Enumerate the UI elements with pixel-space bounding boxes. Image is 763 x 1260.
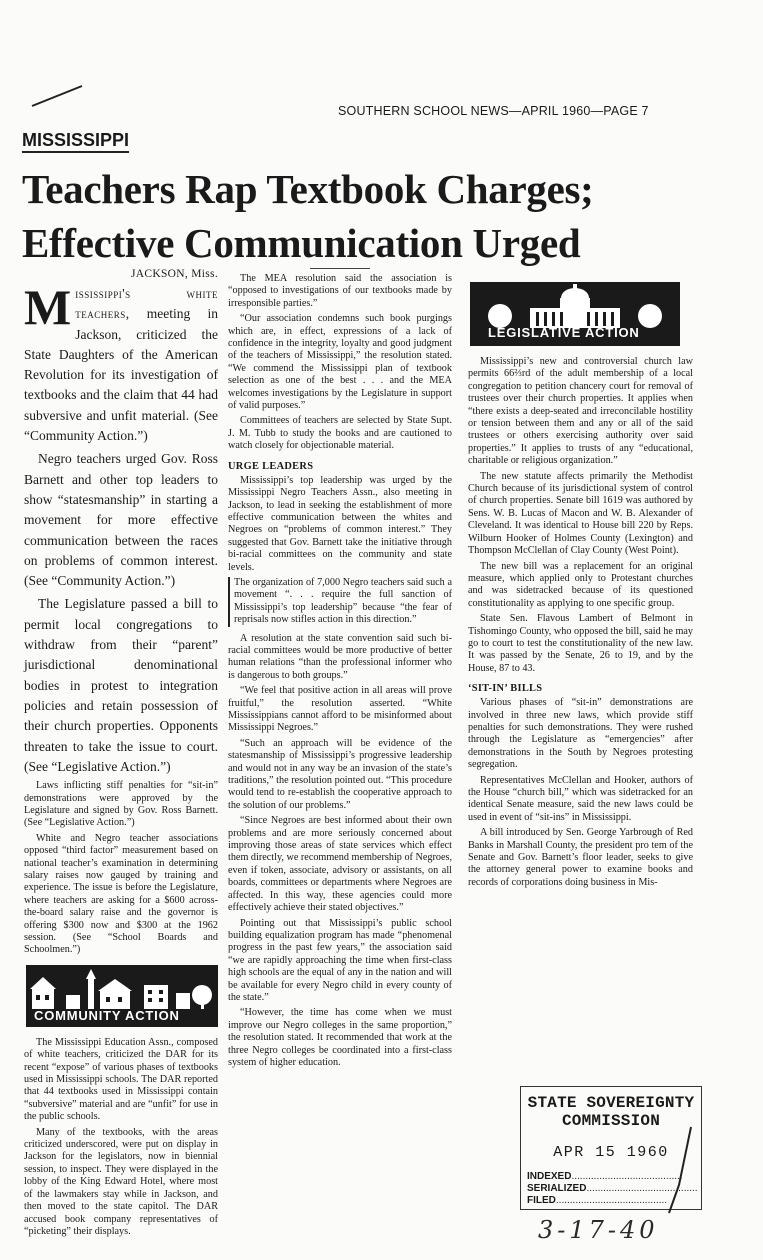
body-paragraph: Representatives McClellan and Hooker, authors of the House “church bill,” which was sidetracked for an identical Senate measure, said the new laws could be used in event of “sit-ins” in Mississippi.	[468, 774, 693, 823]
body-paragraph: Mississippi’s new and controversial church law permits 66⅔rd of the adult membership of a local congregation to petition chancery court for removal of trustees over their church properties. It applies when “there exists a deep-seated and irreconcilable hostility or tension between them and any or all of the said trustees or others exercising authority over said properties.” It applies to trusts of any “educational, charitable or religious organization.”	[468, 356, 693, 467]
stamp-date: APR 15 1960	[553, 1144, 669, 1161]
section-label: MISSISSIPPI	[22, 130, 129, 153]
legislative-action-logo	[470, 282, 680, 346]
stamp-title: STATE SOVEREIGNTY COMMISSION	[527, 1094, 695, 1130]
drop-cap: M	[24, 279, 72, 335]
summary-paragraph: Negro teachers urged Gov. Ross Barnett and other top leaders to show “statesmanship” in starting a movement for more effective communication between the races on problems of common interest. (See “Community Action.”)	[24, 451, 218, 589]
handwritten-number: 3-17-40	[538, 1216, 659, 1244]
column-rule	[310, 268, 370, 269]
body-paragraph: Committees of teachers are selected by State Supt. J. M. Tubb to study the books and are cautioned to watch closely for objectionable material.	[228, 415, 452, 452]
lead-smallcaps: ississippi's white teachers,	[75, 286, 218, 322]
summary-paragraph: Laws inflicting stiff penalties for “sit-in” demonstrations were approved by the Legislature and signed by Gov. Ross Barnett. (See “Legislative Action.”)	[24, 780, 218, 829]
body-paragraph: “However, the time has come when we must improve our Negro colleges in the same proportion,” the resolution stated. It recommended that work at the three Negro colleges be coordinated into a first-class system of higher education.	[228, 1007, 452, 1068]
body-paragraph: State Sen. Flavous Lambert of Belmont in Tishomingo County, who opposed the bill, said he may go to court to test the constitutionality of the new law. It was passed by the Senate, 26 to 19, and by the House, 87 to 43.	[468, 613, 693, 674]
running-head: SOUTHERN SCHOOL NEWS—APRIL 1960—PAGE 7	[338, 104, 649, 118]
body-paragraph: A resolution at the state convention said such bi-racial committees would be more productive of better human relations “than the professional informer who is dangerous to both groups.”	[228, 632, 452, 681]
summary-paragraph: The Legislature passed a bill to permit local congregations to withdraw from their “parent” jurisdictional denominational bodies in protest to integration policies and retain possession of their church properties. Opponents threaten to take the issue to court. (See “Legislative Action.”)	[24, 596, 218, 774]
body-paragraph: A bill introduced by Sen. George Yarbrough of Red Banks in Marshall County, the president pro tem of the Senate and Gov. Barnett’s floor leader, seeks to give the attorney general power to examine books and records of corporations doing business in Mis-	[468, 827, 693, 888]
subhead-urge-leaders: URGE LEADERS	[228, 460, 314, 472]
body-paragraph: “We feel that positive action in all areas will prove fruitful,” the resolution asserted. “White Mississippians cannot afford to be misinformed about Mississippi Negroes.”	[228, 685, 452, 734]
body-paragraph: Various phases of “sit-in” demonstrations are involved in three new laws, which provide stiff penalties for such demonstrations. They were rushed through the Legislature as “emergencies” after demonstrations in the South by Negroes protesting segregation.	[468, 697, 693, 771]
legislative-action-label: LEGISLATIVE ACTION	[488, 325, 640, 340]
summary-paragraph: White and Negro teacher associations opposed “third factor” measurement based on national teacher’s examination in determining salary raises now gauged by training and experience. The issue is before the Legislature, where teachers are asking for a $600 across-the-board salary raise and the governor is offering $300 now and $300 at the 1962 session. (See “School Boards and Schoolmen.”)	[24, 832, 218, 956]
body-paragraph: “Our association condemns such book purgings which are, in effect, expressions of a lack of confidence in the integrity, loyalty and good judgment of the teachers of Mississippi,” the resolution stated. “We commend the Mississippi plan of textbook selection as one of the best . . . and the MEA welcomes investigations by the Legislature in support of valid purposes.”	[228, 313, 452, 412]
body-paragraph: The new bill was a replacement for an original measure, which applied only to Protestant churches and was sidetracked because of its questioned constitutionality as applying to one specific group.	[468, 560, 693, 609]
dateline: JACKSON, Miss.	[131, 268, 218, 280]
body-paragraph: Many of the textbooks, with the areas criticized underscored, were put on display in Jackson for the legislators, now in biennial session, to inspect. They were displayed in the lobby of the King Edward Hotel, where most of the lawmakers stay while in Jackson, and then moved to the state capitol. The DAR accused book company representatives of “picketing” their displays.	[24, 1126, 218, 1237]
body-paragraph: “Such an approach will be evidence of the statesmanship of Mississippi’s progressive leadership and would not in any way be an invasion of the state’s traditions,” the resolution pointed out. “This procedure would tend to re-establish the cooperative approach to the solution of our problems.”	[228, 737, 452, 811]
body-paragraph: The Mississippi Education Assn., composed of white teachers, criticized the DAR for its recent “expose” of various phases of textbooks used in Mississippi schools. The DAR reported that 44 textbooks used in Mississippi contain “subversive” material and are “unfit” for use in the public schools.	[24, 1036, 218, 1123]
body-paragraph: The MEA resolution said the association is “opposed to investigations of our textbooks made by irresponsible parties.”	[228, 273, 452, 309]
summary-block	[24, 279, 218, 777]
marked-quote	[228, 577, 452, 627]
headline-line-1: Teachers Rap Textbook Charges;	[22, 166, 594, 212]
pen-checkmark-icon	[661, 1125, 701, 1215]
summary-small-block	[24, 780, 218, 957]
pen-mark	[30, 80, 90, 110]
column-2	[228, 268, 452, 1072]
column-1	[24, 268, 218, 1241]
community-action-logo	[26, 965, 218, 1027]
headline	[22, 162, 747, 270]
body-paragraph: Mississippi’s top leadership was urged by the Mississippi Negro Teachers Assn., also meeting in Jackson, to lead in seeking the establishment of more effective communication between the whites and Negroes on “problems of common interest.” They suggested that Gov. Barnett take the initiative through bi-racial committees on the community and state levels.	[228, 474, 452, 573]
stamp-field-filed: FILED........................................	[527, 1195, 668, 1206]
quote-paragraph: The organization of 7,000 Negro teachers said such a movement “. . . require the full sanction of Mississippi’s top leadership” because “the fear of reprisals now stifles action in this direction.”	[234, 576, 452, 626]
body-paragraph: “Since Negroes are best informed about their own problems and are more seriously concerned about improving those areas of state services which effect them directly, we recommend membership of Negroes, even if token, associate, advisory or assistants, on all boards, committees or departments where Negroes are affected. In this way, these agencies could more effectively achieve their stated objectives.”	[228, 815, 452, 914]
subhead-sit-in-bills: ‘SIT-IN’ BILLS	[468, 683, 543, 695]
stamp-field-serialized: SERIALIZED........................................	[527, 1183, 698, 1194]
community-action-body	[24, 1037, 218, 1239]
community-action-label: COMMUNITY ACTION	[34, 1007, 180, 1023]
commission-stamp	[520, 1086, 702, 1210]
body-paragraph: Pointing out that Mississippi’s public school building equalization program has made “phenomenal progress in the past few years,” the association said “we are rapidly approaching the time when first-class high schools are the equal of any in the nation and will be available for every Negro child in every county of the state.”	[228, 917, 452, 1003]
column-3	[468, 268, 693, 892]
body-paragraph: The new statute affects primarily the Methodist Church because of its jurisdictional system of control of church properties. Senate bill 1619 was authored by Sens. W. B. Lucas of Macon and W. B. Alexander of Cleveland. It was identical to House bill 220 by Reps. Wilburn Hooker of Holmes County (Lexington) and Thompson McClellan of Clay County (West Point).	[468, 470, 693, 557]
stamp-field-indexed: INDEXED........................................	[527, 1171, 683, 1182]
headline-line-2: Effective Communication Urged	[22, 220, 581, 266]
lead-rest: meeting in Jackson, criticized the State Daughters of the American Revolution for its investigation of textbooks and the claim that 44 had subversive and unfit material. (See “Community Action.”)	[24, 306, 218, 444]
lead-paragraph	[24, 279, 218, 446]
